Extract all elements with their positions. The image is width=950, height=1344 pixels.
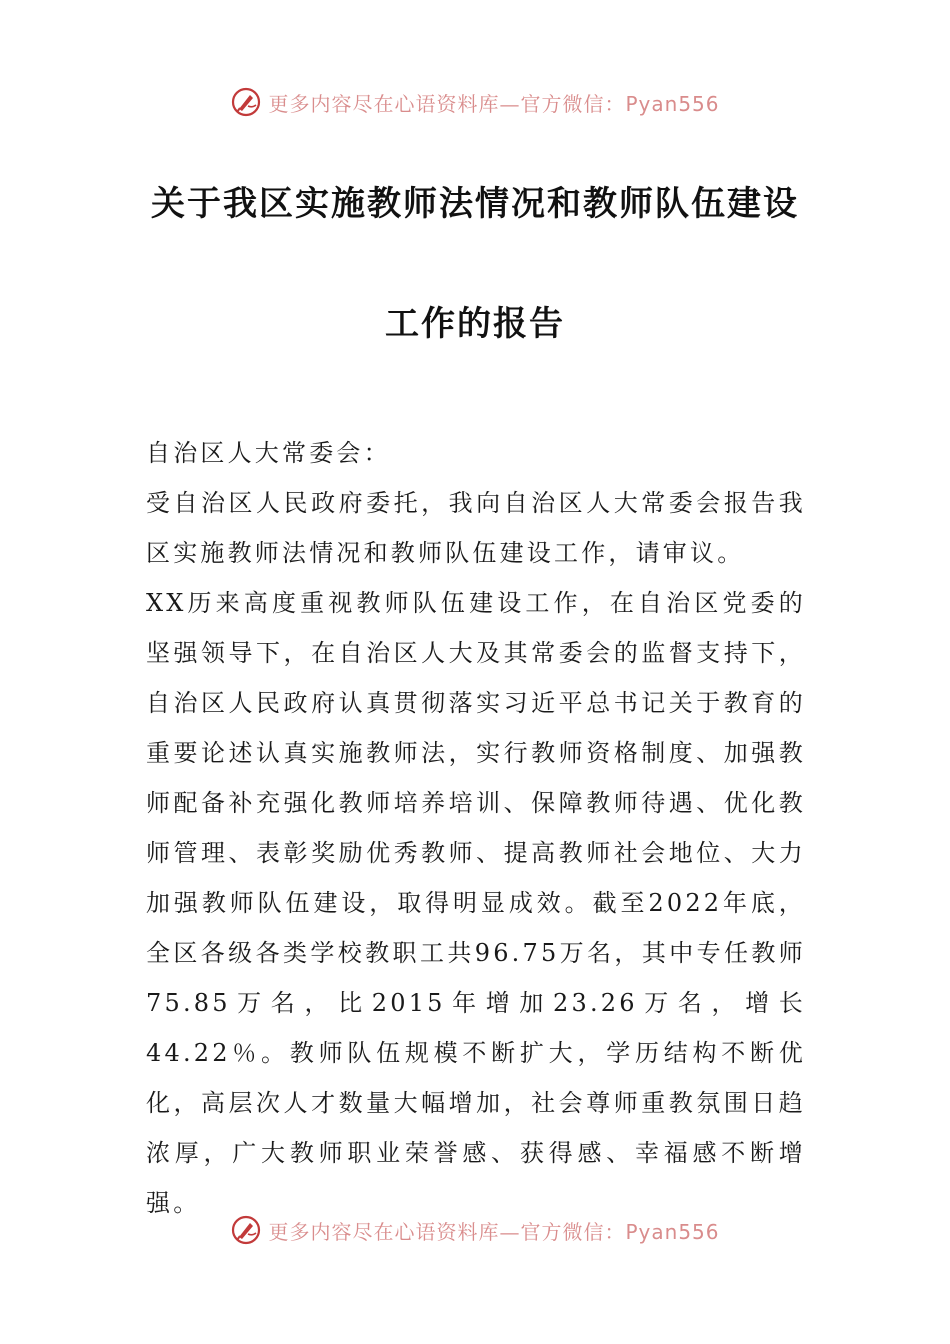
salutation: 自治区人大常委会： (146, 439, 391, 467)
document-body (146, 428, 806, 1228)
paragraph-1: 受自治区人民政府委托，我向自治区人大常委会报告我区实施教师法情况和教师队伍建设工作，请审议。 (146, 489, 806, 567)
paragraph-2: XX历来高度重视教师队伍建设工作，在自治区党委的坚强领导下，在自治区人大及其常委会的监督支持下，自治区人民政府认真贯彻落实习近平总书记关于教育的重要论述认真实施教师法，实行教师资格制度、加强教师配备补充强化教师培养培训、保障教师待遇、优化教师管理、表彰奖励优秀教师、提高教师社会地位、大力加强教师队伍建设，取得明显成效。截至2022年底，全区各级各类学校教职工共96.75万名，其中专任教师75.85万名，比2015年增加23.26万名，增长44.22％。教师队伍规模不断扩大，学历结构不断优化，高层次人才数量大幅增加，社会尊师重教氛围日趋浓厚，广大教师职业荣誉感、获得感、幸福感不断增强。 (146, 589, 806, 1217)
watermark-text: 更多内容尽在心语资料库—官方微信：Pyan556 (268, 1219, 720, 1244)
document-title-line-1: 关于我区实施教师法情况和教师队伍建设 (151, 184, 799, 224)
document-title-line-2: 工作的报告 (385, 304, 565, 344)
watermark-text: 更多内容尽在心语资料库—官方微信：Pyan556 (268, 91, 720, 116)
quill-pen-logo-icon (230, 1214, 262, 1246)
footer-watermark (0, 1210, 950, 1250)
wechat-id: Pyan556 (625, 1219, 720, 1244)
wechat-id: Pyan556 (625, 91, 720, 116)
header-watermark (0, 82, 950, 122)
quill-pen-logo-icon (230, 86, 262, 118)
